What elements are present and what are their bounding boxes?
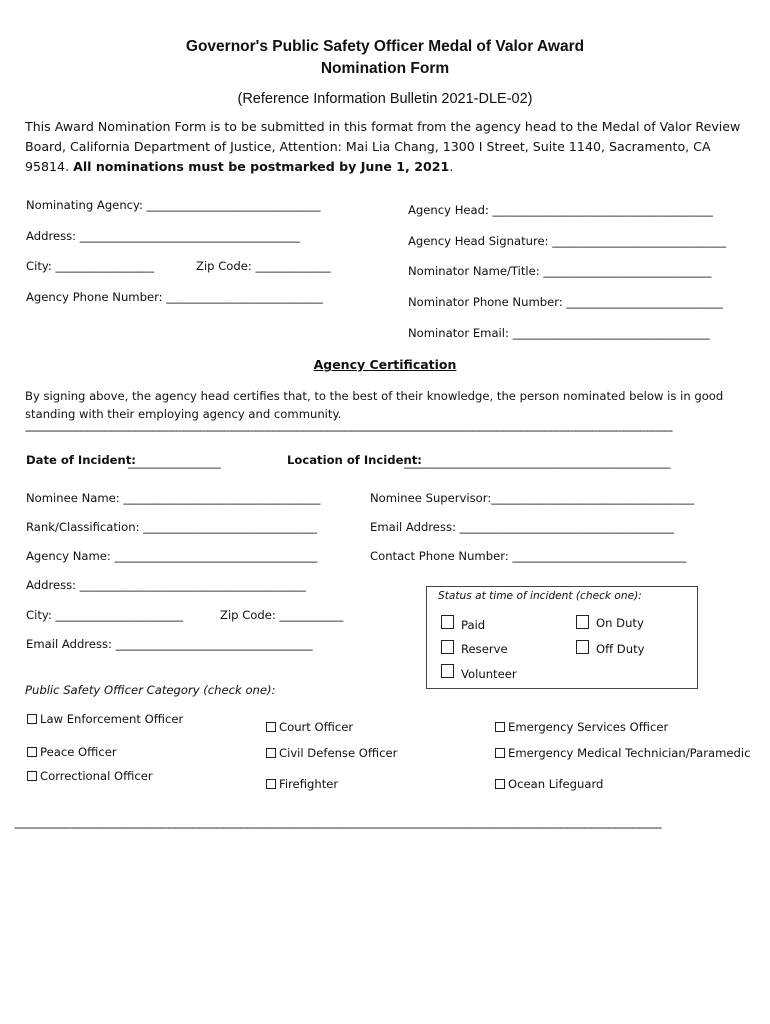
category-ocean-lifeguard[interactable]: Ocean Lifeguard xyxy=(495,777,603,791)
certification-text: By signing above, the agency head certifies that, to the best of their knowledge, the person nominated below is in good standing with their employing agency and community. xyxy=(25,389,724,421)
nominator-name-field[interactable]: Nominator Name/Title: _____________________________ xyxy=(408,264,712,278)
date-of-incident-label: Date of Incident: xyxy=(26,453,136,467)
location-of-incident-label: Location of Incident: xyxy=(287,453,422,467)
nominee-city-field[interactable]: City: ______________________ xyxy=(26,608,184,622)
status-off-duty-label: Off Duty xyxy=(596,642,645,656)
law-enforcement-checkbox[interactable] xyxy=(27,714,37,724)
status-paid-label: Paid xyxy=(461,618,486,632)
emergency-services-checkbox[interactable] xyxy=(495,722,505,732)
nominee-supervisor-field[interactable]: Nominee Supervisor:___________________________________ xyxy=(370,491,695,505)
status-title: Status at time of incident (check one): xyxy=(438,590,642,602)
category-civil-defense[interactable]: Civil Defense Officer xyxy=(266,746,397,760)
firefighter-checkbox[interactable] xyxy=(266,779,276,789)
status-off-duty-checkbox[interactable] xyxy=(576,640,589,654)
correctional-officer-checkbox[interactable] xyxy=(27,771,37,781)
nominator-email-field[interactable]: Nominator Email: __________________________________ xyxy=(408,326,710,340)
form-subtitle: Nomination Form xyxy=(320,60,450,77)
status-volunteer-checkbox[interactable] xyxy=(441,664,454,678)
category-law-enforcement[interactable]: Law Enforcement Officer xyxy=(27,712,183,726)
date-of-incident-field[interactable]: ________________ xyxy=(128,455,221,469)
nominee-zip-field[interactable]: Zip Code: ___________ xyxy=(220,608,344,622)
category-correctional-officer[interactable]: Correctional Officer xyxy=(27,769,153,783)
reference-bulletin: (Reference Information Bulletin 2021-DLE-02) xyxy=(237,91,533,107)
deadline-text: All nominations must be postmarked by June 1, 2021 xyxy=(73,159,450,174)
civil-defense-checkbox[interactable] xyxy=(266,748,276,758)
nominee-email-field[interactable]: Email Address: __________________________________ xyxy=(26,637,313,651)
peace-officer-checkbox[interactable] xyxy=(27,747,37,757)
nominating-agency-field[interactable]: Nominating Agency: ______________________________ xyxy=(26,198,321,212)
contact-phone-field[interactable]: Contact Phone Number: ______________________________ xyxy=(370,549,687,563)
status-on-duty-label: On Duty xyxy=(596,616,644,630)
rank-classification-field[interactable]: Rank/Classification: ______________________________ xyxy=(26,520,318,534)
status-reserve-checkbox[interactable] xyxy=(441,640,454,654)
nominator-phone-field[interactable]: Nominator Phone Number: ___________________________ xyxy=(408,295,723,309)
category-title: Public Safety Officer Category (check one): xyxy=(25,683,276,697)
intro-paragraph: This Award Nomination Form is to be submitted in this format from the agency head to the Medal of Valor Review Board, California Department of Justice, Attention: Mai Lia Chang, 1300 I Street, Suite 1140, Sacramento, CA 95814. All nominations must be postmarked by June 1, 2021. xyxy=(25,119,741,174)
certification-heading: Agency Certification xyxy=(313,357,457,372)
agency-address-field[interactable]: Address: ______________________________________ xyxy=(26,229,301,243)
emt-paramedic-checkbox[interactable] xyxy=(495,748,505,758)
agency-zip-field[interactable]: Zip Code: _____________ xyxy=(196,259,331,273)
location-of-incident-field[interactable]: ______________________________________________ xyxy=(404,455,671,469)
nominee-name-field[interactable]: Nominee Name: __________________________________ xyxy=(26,491,321,505)
nominee-agency-name-field[interactable]: Agency Name: ___________________________________ xyxy=(26,549,318,563)
status-reserve-label: Reserve xyxy=(461,642,508,656)
court-officer-checkbox[interactable] xyxy=(266,722,276,732)
category-firefighter[interactable]: Firefighter xyxy=(266,777,338,791)
agency-head-field[interactable]: Agency Head: ______________________________________ xyxy=(408,203,713,217)
category-emergency-services[interactable]: Emergency Services Officer xyxy=(495,720,668,734)
section-divider: ------------------------------------------------------------------------------------------------------------------------------------------------------------------------------------------------------------------------ xyxy=(25,423,673,437)
supervisor-email-field[interactable]: Email Address: _____________________________________ xyxy=(370,520,675,534)
status-volunteer-label: Volunteer xyxy=(461,667,517,681)
agency-phone-field[interactable]: Agency Phone Number: ___________________________ xyxy=(26,290,323,304)
form-title: Governor's Public Safety Officer Medal of Valor Award xyxy=(185,38,585,55)
status-paid-checkbox[interactable] xyxy=(441,615,454,629)
agency-head-signature-field[interactable]: Agency Head Signature: ______________________________ xyxy=(408,234,727,248)
category-emt-paramedic[interactable]: Emergency Medical Technician/Paramedic xyxy=(495,746,751,760)
category-court-officer[interactable]: Court Officer xyxy=(266,720,353,734)
ocean-lifeguard-checkbox[interactable] xyxy=(495,779,505,789)
status-on-duty-checkbox[interactable] xyxy=(576,615,589,629)
nominee-address-field[interactable]: Address: _______________________________________ xyxy=(26,578,306,592)
bottom-divider: ------------------------------------------------------------------------------------------------------------------------------------------------------------------------------------------------------------------------ xyxy=(14,820,662,834)
category-peace-officer[interactable]: Peace Officer xyxy=(27,745,117,759)
agency-city-field[interactable]: City: _________________ xyxy=(26,259,155,273)
